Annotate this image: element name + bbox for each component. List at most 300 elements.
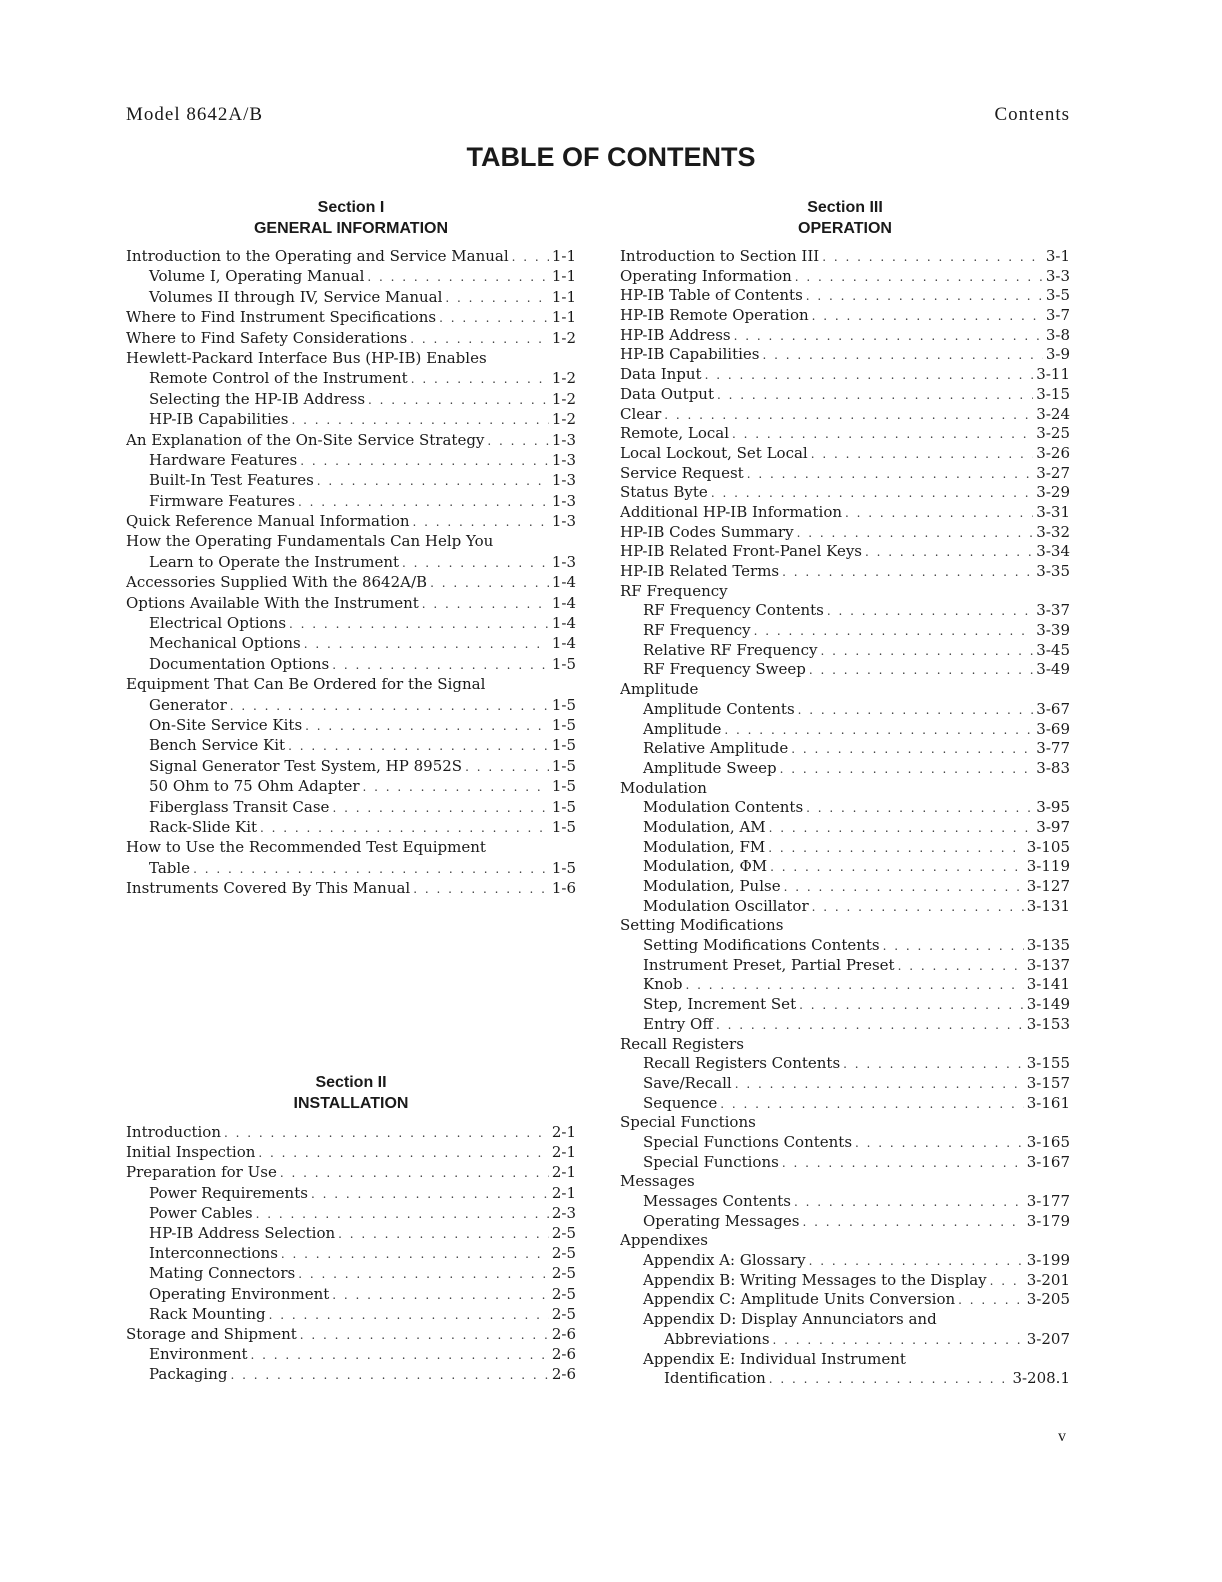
toc-entry-title: Data Output (620, 384, 714, 403)
toc-entry-page: 1-4 (551, 573, 576, 592)
toc-entry-title: Clear (620, 404, 662, 423)
dot-leader (769, 821, 1034, 835)
toc-entry (126, 1244, 576, 1264)
toc-entry-page: 3-131 (1026, 896, 1070, 915)
toc-entry (126, 716, 576, 736)
toc-entry-title: Save/Recall (643, 1073, 732, 1092)
toc-entry-title: Preparation for Use (126, 1163, 277, 1182)
toc-entry (620, 523, 1070, 543)
toc-entry (126, 349, 576, 369)
toc-entry-page: 3-5 (1045, 286, 1070, 305)
toc-entry (126, 492, 576, 512)
toc-entry-title: HP-IB Capabilities (620, 345, 760, 364)
toc-entry-title: Options Available With the Instrument (126, 593, 419, 612)
dot-leader (298, 1267, 549, 1281)
toc-entry-title: Abbreviations (664, 1329, 770, 1348)
toc-entry-page: 3-157 (1026, 1073, 1070, 1092)
toc-entry-title: How the Operating Fundamentals Can Help You (126, 532, 494, 551)
section-2-number: Section II (315, 1074, 387, 1091)
toc-entry (620, 286, 1070, 306)
dot-leader (812, 900, 1024, 914)
toc-entry-title: Modulation Contents (643, 798, 804, 817)
toc-entry-title: Introduction (126, 1123, 221, 1141)
toc-entry-page: 3-3 (1045, 266, 1070, 285)
toc-entry-title: Relative Amplitude (643, 739, 789, 758)
toc-entry-title: Special Functions (620, 1113, 756, 1132)
dot-leader (791, 742, 1033, 756)
dot-leader (332, 658, 549, 672)
toc-entry-title: Mechanical Options (149, 634, 301, 653)
toc-entry (126, 512, 576, 532)
toc-entry-title: Data Input (620, 365, 702, 384)
toc-entry-page: 3-32 (1036, 522, 1070, 541)
toc-entry-page: 3-1 (1045, 247, 1070, 265)
section-3-entries (620, 247, 1070, 1389)
toc-entry-title: RF Frequency (620, 581, 728, 600)
dot-leader (883, 939, 1024, 953)
toc-entry-title: Power Requirements (149, 1183, 308, 1202)
toc-entry (126, 1163, 576, 1183)
toc-entry (620, 326, 1070, 346)
toc-entry-page: 2-5 (551, 1264, 576, 1283)
toc-entry (620, 1212, 1070, 1232)
toc-entry-title: Selecting the HP-IB Address (149, 389, 366, 408)
toc-entry (126, 1285, 576, 1305)
toc-entry-page: 3-25 (1036, 424, 1070, 443)
toc-entry (620, 936, 1070, 956)
toc-entry-page: 2-1 (551, 1123, 576, 1141)
toc-entry (620, 1133, 1070, 1153)
dot-leader (224, 1126, 549, 1140)
toc-entry (126, 1345, 576, 1365)
toc-entry-page: 3-83 (1036, 758, 1070, 777)
toc-entry-title: Appendix C: Amplitude Units Conversion (643, 1290, 956, 1309)
toc-entry (126, 1325, 576, 1345)
toc-entry-page: 1-3 (551, 450, 576, 469)
toc-entry (620, 1271, 1070, 1291)
toc-entry-title: HP-IB Related Front-Panel Keys (620, 542, 863, 561)
toc-entry-page: 3-179 (1026, 1211, 1070, 1230)
toc-entry (126, 1204, 576, 1224)
dot-leader (797, 526, 1034, 540)
toc-entry-title: Instrument Preset, Partial Preset (643, 955, 895, 974)
toc-entry-page: 1-2 (551, 410, 576, 429)
toc-entry-title: Firmware Features (149, 491, 296, 510)
dot-leader (332, 801, 548, 815)
toc-entry-title: Volumes II through IV, Service Manual (149, 287, 443, 306)
toc-entry-page: 3-205 (1026, 1290, 1070, 1309)
toc-entry-page: 1-1 (551, 308, 576, 327)
dot-leader (300, 1328, 549, 1342)
toc-entry (620, 995, 1070, 1015)
toc-entry (620, 1074, 1070, 1094)
toc-entry-page: 2-6 (551, 1345, 576, 1364)
toc-entry-title: Quick Reference Manual Information (126, 512, 410, 531)
toc-entry-page: 3-153 (1026, 1014, 1070, 1033)
dot-leader (803, 1215, 1024, 1229)
dot-leader (260, 821, 549, 835)
toc-entry-page: 3-155 (1026, 1054, 1070, 1073)
toc-entry-page: 3-208.1 (1012, 1369, 1070, 1388)
section-2-title: INSTALLATION (293, 1095, 409, 1112)
dot-leader (298, 495, 549, 509)
toc-entry-title: HP-IB Address Selection (149, 1223, 336, 1242)
toc-entry-title: Identification (664, 1369, 766, 1388)
toc-entry-title: Special Functions (643, 1152, 779, 1171)
toc-entry (126, 390, 576, 410)
toc-entry-title: Learn to Operate the Instrument (149, 552, 400, 571)
toc-entry-page: 2-1 (551, 1163, 576, 1182)
toc-entry-page: 1-2 (551, 328, 576, 347)
toc-entry-page: 1-5 (551, 858, 576, 877)
toc-entry-page: 2-5 (551, 1244, 576, 1263)
toc-entry (126, 369, 576, 389)
dot-leader (732, 427, 1033, 441)
toc-entry-title: Accessories Supplied With the 8642A/B (126, 573, 428, 592)
dot-leader (806, 289, 1043, 303)
dot-leader (780, 762, 1034, 776)
toc-entry-title: Operating Information (620, 266, 792, 285)
toc-entry-page: 3-167 (1026, 1152, 1070, 1171)
dot-leader (445, 291, 548, 305)
toc-entry (126, 553, 576, 573)
dot-leader (799, 998, 1024, 1012)
toc-entry-page: 3-69 (1036, 719, 1070, 738)
toc-entry-title: RF Frequency (643, 621, 751, 640)
dot-leader (784, 880, 1024, 894)
toc-entry-title: How to Use the Recommended Test Equipment (126, 838, 486, 857)
toc-entry (126, 329, 576, 349)
toc-entry (126, 594, 576, 614)
toc-entry-title: Appendix A: Glossary (643, 1251, 806, 1270)
toc-entry-title: Amplitude (620, 680, 699, 699)
dot-leader (413, 882, 549, 896)
toc-entry (126, 288, 576, 308)
toc-entry (620, 542, 1070, 562)
dot-leader (827, 604, 1033, 618)
toc-entry-page: 1-2 (551, 369, 576, 388)
toc-entry-page: 3-9 (1045, 345, 1070, 364)
dot-leader (754, 624, 1034, 638)
toc-entry-title: Modulation, FM (643, 837, 766, 856)
toc-entry (620, 1330, 1070, 1350)
toc-entry (620, 365, 1070, 385)
toc-entry (620, 1310, 1070, 1330)
toc-entry-title: Rack Mounting (149, 1304, 266, 1323)
toc-entry-page: 3-177 (1026, 1192, 1070, 1210)
toc-entry-page: 1-5 (551, 695, 576, 714)
dot-leader (256, 1207, 549, 1221)
dot-leader (193, 862, 549, 876)
toc-entry (126, 798, 576, 818)
toc-entry (620, 857, 1070, 877)
dot-leader (717, 388, 1033, 402)
toc-entry-title: An Explanation of the On-Site Service Strategy (126, 430, 485, 449)
toc-entry-title: Messages (620, 1172, 695, 1191)
toc-entry-page: 1-3 (551, 430, 576, 449)
toc-entry-title: Modulation (620, 778, 707, 797)
toc-entry (620, 405, 1070, 425)
toc-entry-page: 3-15 (1036, 384, 1070, 403)
toc-entry (620, 1015, 1070, 1035)
dot-leader (782, 1156, 1024, 1170)
section-2-heading (126, 1072, 576, 1114)
dot-leader (990, 1274, 1024, 1288)
dot-leader (806, 801, 1033, 815)
toc-entry-title: HP-IB Codes Summary (620, 522, 794, 541)
toc-entry-page: 3-95 (1036, 798, 1070, 817)
dot-leader (747, 467, 1034, 481)
toc-entry-title: Modulation Oscillator (643, 896, 809, 915)
toc-entry (620, 975, 1070, 995)
toc-entry-title: Electrical Options (149, 614, 287, 633)
toc-entry (620, 306, 1070, 326)
toc-entry (126, 1143, 576, 1163)
toc-entry (620, 267, 1070, 287)
toc-entry (620, 1231, 1070, 1251)
dot-leader (716, 1018, 1024, 1032)
toc-entry-title: Interconnections (149, 1244, 278, 1263)
toc-entry (620, 601, 1070, 621)
dot-leader (724, 723, 1033, 737)
toc-entry-title: Power Cables (149, 1203, 253, 1222)
toc-entry (620, 916, 1070, 936)
toc-entry-title: Initial Inspection (126, 1143, 256, 1162)
dot-leader (865, 545, 1033, 559)
toc-entry (620, 739, 1070, 759)
toc-entry (620, 641, 1070, 661)
toc-entry (126, 471, 576, 491)
toc-entry (126, 431, 576, 451)
section-2-entries (126, 1123, 576, 1385)
toc-entry-title: Introduction to the Operating and Service Manual (126, 247, 509, 265)
toc-entry (620, 680, 1070, 700)
toc-entry-page: 1-4 (551, 593, 576, 612)
dot-leader (258, 1146, 548, 1160)
dot-leader (230, 1368, 548, 1382)
toc-entry (620, 1153, 1070, 1173)
toc-entry (620, 897, 1070, 917)
toc-entry (620, 838, 1070, 858)
toc-entry-page: 1-1 (551, 287, 576, 306)
toc-entry (620, 779, 1070, 799)
toc-entry-title: Operating Messages (643, 1211, 800, 1230)
page-number: v (1058, 1428, 1066, 1445)
dot-leader (845, 506, 1033, 520)
toc-entry-title: Where to Find Instrument Specifications (126, 308, 437, 327)
toc-entry-title: Storage and Shipment (126, 1324, 297, 1343)
dot-leader (812, 309, 1043, 323)
toc-entry-page: 3-31 (1036, 502, 1070, 521)
toc-entry-title: Appendixes (620, 1231, 709, 1250)
dot-leader (269, 1308, 549, 1322)
toc-entry-title: Additional HP-IB Information (620, 502, 843, 521)
toc-entry (620, 1290, 1070, 1310)
dot-leader (304, 637, 549, 651)
toc-entry-title: Built-In Test Features (149, 471, 314, 490)
toc-entry-page: 1-4 (551, 634, 576, 653)
toc-entry-page: 2-1 (551, 1143, 576, 1162)
toc-entry-page: 3-45 (1036, 640, 1070, 659)
dot-leader (794, 1195, 1024, 1209)
toc-entry-page: 3-105 (1026, 837, 1070, 856)
toc-entry (126, 573, 576, 593)
dot-leader (809, 1254, 1024, 1268)
toc-entry-title: On-Site Service Kits (149, 715, 303, 734)
dot-leader (811, 447, 1034, 461)
toc-entry-title: Documentation Options (149, 654, 330, 673)
toc-entry-page: 2-5 (551, 1223, 576, 1242)
toc-entry-page: 1-5 (551, 756, 576, 775)
toc-entry (126, 879, 576, 899)
toc-entry-title: Relative RF Frequency (643, 640, 818, 659)
toc-entry (620, 385, 1070, 405)
toc-entry (126, 247, 576, 267)
toc-entry (620, 1054, 1070, 1074)
toc-entry-page: 2-6 (551, 1365, 576, 1384)
dot-leader (705, 368, 1034, 382)
toc-entry (620, 877, 1070, 897)
toc-entry-page: 1-3 (551, 552, 576, 571)
section-1-heading (126, 197, 576, 239)
toc-entry-page: 3-8 (1045, 325, 1070, 344)
toc-entry-title: Operating Environment (149, 1284, 330, 1303)
toc-entry (620, 1251, 1070, 1271)
toc-entry (620, 700, 1070, 720)
section-3-title: OPERATION (798, 220, 892, 237)
toc-entry-page: 3-97 (1036, 817, 1070, 836)
toc-entry-page: 2-1 (551, 1183, 576, 1202)
header-model: Model 8642A/B (126, 104, 264, 125)
dot-leader (338, 1227, 549, 1241)
toc-entry-title: Instruments Covered By This Manual (126, 879, 411, 898)
dot-leader (768, 841, 1024, 855)
dot-leader (820, 644, 1033, 658)
toc-entry (126, 859, 576, 879)
toc-entry-title: Fiberglass Transit Case (149, 797, 330, 816)
toc-entry (126, 1184, 576, 1204)
dot-leader (230, 699, 549, 713)
toc-entry (126, 634, 576, 654)
toc-entry (620, 464, 1070, 484)
dot-leader (782, 565, 1033, 579)
toc-entry-page: 3-11 (1036, 365, 1070, 384)
toc-entry-title: Hewlett-Packard Interface Bus (HP-IB) Enables (126, 348, 487, 367)
toc-entry-title: Remote, Local (620, 424, 729, 443)
dot-leader (898, 959, 1024, 973)
dot-leader (773, 1333, 1024, 1347)
toc-entry-page: 2-5 (551, 1284, 576, 1303)
dot-leader (289, 617, 549, 631)
dot-leader (288, 739, 549, 753)
toc-entry-title: Entry Off (643, 1014, 714, 1033)
toc-entry (620, 345, 1070, 365)
toc-entry (126, 757, 576, 777)
page-title: TABLE OF CONTENTS (466, 142, 756, 172)
dot-leader (422, 597, 549, 611)
toc-entry-page: 3-149 (1026, 995, 1070, 1014)
toc-entry-title: Packaging (149, 1365, 228, 1384)
toc-entry (126, 410, 576, 430)
toc-entry-page: 3-135 (1026, 936, 1070, 955)
toc-entry-title: Signal Generator Test System, HP 8952S (149, 756, 463, 775)
toc-entry (126, 777, 576, 797)
toc-entry-page: 2-5 (551, 1304, 576, 1323)
toc-entry-title: Where to Find Safety Considerations (126, 328, 408, 347)
toc-entry (620, 956, 1070, 976)
toc-entry-title: Bench Service Kit (149, 736, 286, 755)
toc-entry-title: Recall Registers (620, 1034, 744, 1053)
toc-entry (126, 736, 576, 756)
toc-entry (620, 247, 1070, 267)
toc-entry-title: Modulation, AM (643, 817, 766, 836)
toc-entry-title: Hardware Features (149, 450, 298, 469)
toc-entry-page: 3-141 (1026, 975, 1070, 994)
dot-leader (734, 329, 1043, 343)
toc-entry (126, 532, 576, 552)
dot-leader (843, 1057, 1024, 1071)
toc-entry-title: Amplitude (643, 719, 722, 738)
toc-entry-page: 3-137 (1026, 955, 1070, 974)
toc-entry-page: 1-5 (551, 736, 576, 755)
toc-entry (620, 660, 1070, 680)
toc-entry (126, 1264, 576, 1284)
toc-entry-page: 1-5 (551, 777, 576, 796)
dot-leader (512, 250, 549, 264)
toc-entry-page: 1-3 (551, 471, 576, 490)
toc-entry-title: Knob (643, 975, 683, 994)
toc-entry (126, 451, 576, 471)
toc-entry-title: Appendix E: Individual Instrument (643, 1349, 906, 1368)
toc-entry-page: 3-24 (1036, 404, 1070, 423)
dot-leader (280, 1166, 549, 1180)
dot-leader (292, 413, 549, 427)
toc-entry (620, 1094, 1070, 1114)
toc-entry-page: 3-34 (1036, 542, 1070, 561)
dot-leader (855, 1136, 1024, 1150)
toc-entry-page: 3-201 (1026, 1270, 1070, 1289)
dot-leader (487, 434, 548, 448)
toc-entry-page: 3-199 (1026, 1251, 1070, 1270)
dot-leader (305, 719, 549, 733)
toc-entry-page: 1-1 (551, 267, 576, 286)
toc-entry (126, 1224, 576, 1244)
dot-leader (311, 1187, 549, 1201)
toc-entry-title: Status Byte (620, 483, 708, 502)
dot-leader (410, 332, 549, 346)
toc-entry-page: 1-3 (551, 512, 576, 531)
dot-leader (430, 576, 549, 590)
toc-entry-title: Modulation, Pulse (643, 877, 781, 895)
toc-entry (126, 1123, 576, 1143)
toc-entry-page: 3-165 (1026, 1132, 1070, 1151)
section-3-number: Section III (807, 199, 883, 216)
dot-leader (809, 663, 1033, 677)
toc-entry (620, 483, 1070, 503)
toc-entry-page: 1-5 (551, 654, 576, 673)
header-contents: Contents (994, 104, 1070, 125)
toc-entry (620, 759, 1070, 779)
toc-entry-title: RF Frequency Contents (643, 601, 824, 620)
toc-entry-title: Service Request (620, 463, 744, 482)
toc-entry (126, 267, 576, 287)
toc-entry-page: 2-6 (551, 1324, 576, 1343)
toc-entry-page: 2-3 (551, 1203, 576, 1222)
dot-leader (735, 1077, 1024, 1091)
dot-leader (411, 372, 549, 386)
toc-entry-page: 3-161 (1026, 1093, 1070, 1112)
toc-entry-title: Sequence (643, 1093, 718, 1112)
